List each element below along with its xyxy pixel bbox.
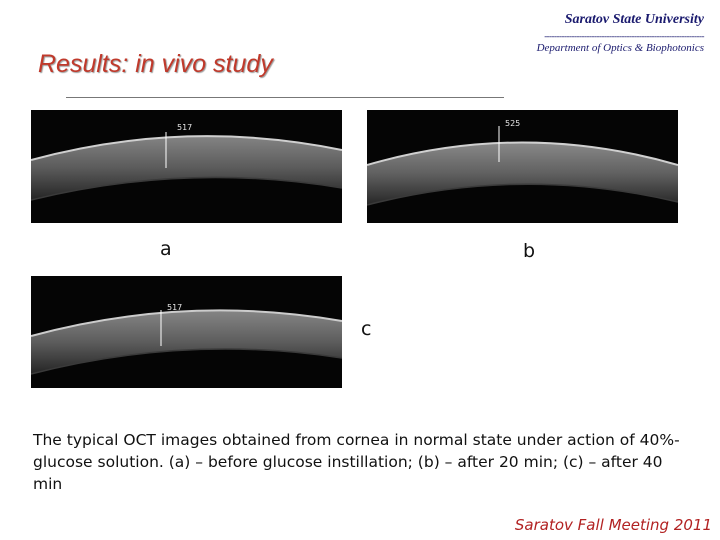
university-name: Saratov State University xyxy=(564,12,704,27)
oct-image-b xyxy=(367,110,678,223)
figure-caption: The typical OCT images obtained from cornea in normal state under action of 40%-glucose solution. (a) – before glucose instillation; (b) – after 20 min; (c) – after 40 min xyxy=(33,431,680,493)
image-label-a: a xyxy=(160,238,172,260)
measurement-c: 517 xyxy=(167,303,183,312)
measurement-b: 525 xyxy=(505,119,521,128)
oct-image-a xyxy=(31,110,342,223)
header-dash-line: ---------------------------------------------------------------- xyxy=(544,31,704,41)
slide-title: Results: in vivo study xyxy=(38,50,273,78)
department-name: Department of Optics & Biophotonics xyxy=(536,42,704,54)
oct-image-c xyxy=(31,276,342,388)
measurement-a: 517 xyxy=(177,123,193,132)
image-label-b: b xyxy=(523,240,536,262)
title-underline xyxy=(66,97,504,98)
image-label-c: c xyxy=(361,318,372,340)
footer-meeting: Saratov Fall Meeting 2011 xyxy=(514,516,712,534)
